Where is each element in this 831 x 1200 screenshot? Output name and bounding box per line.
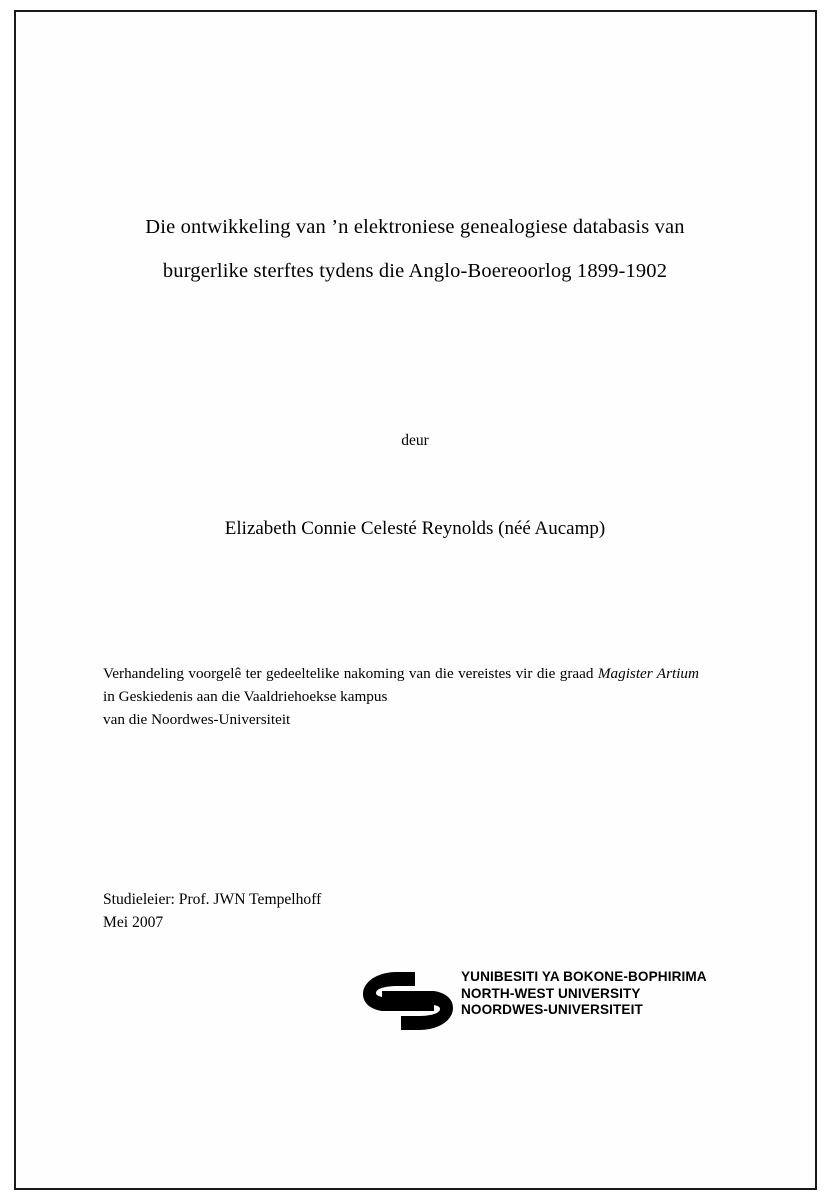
supervisor-line: Studieleier: Prof. JWN Tempelhoff [103,891,322,908]
statement-part-1: Verhandeling voorgelê ter gedeeltelike nakoming van die vereistes vir die graad [103,665,598,682]
statement-part-3: van die Noordwes-Universiteit [103,711,291,728]
page-title [100,205,730,293]
title-page-content [100,0,730,1200]
nwu-logo-icon [353,970,463,1032]
title-line-1: Die ontwikkeling van ’n elektroniese genealogiese databasis van [145,216,685,238]
logo-text [461,969,707,1019]
title-line-2: burgerlike sterftes tydens die Anglo-Boereoorlog 1899-1902 [162,260,668,282]
supervisor-block [103,888,663,934]
by-word: deur [401,432,429,449]
statement-part-2: in Geskiedenis aan die Vaaldriehoekse kampus [103,688,388,705]
author-name: Elizabeth Connie Celesté Reynolds (néé Aucamp) [224,518,606,539]
date-line: Mei 2007 [103,914,164,931]
degree-statement [103,662,699,731]
degree-name: Magister Artium [597,665,699,682]
logo-text-line-1: YUNIBESITI YA BOKONE-BOPHIRIMA [461,969,707,984]
logo-text-line-3: NOORDWES-UNIVERSITEIT [461,1002,643,1017]
logo-text-line-2: NORTH-WEST UNIVERSITY [461,985,641,1001]
university-logo [243,967,707,1037]
